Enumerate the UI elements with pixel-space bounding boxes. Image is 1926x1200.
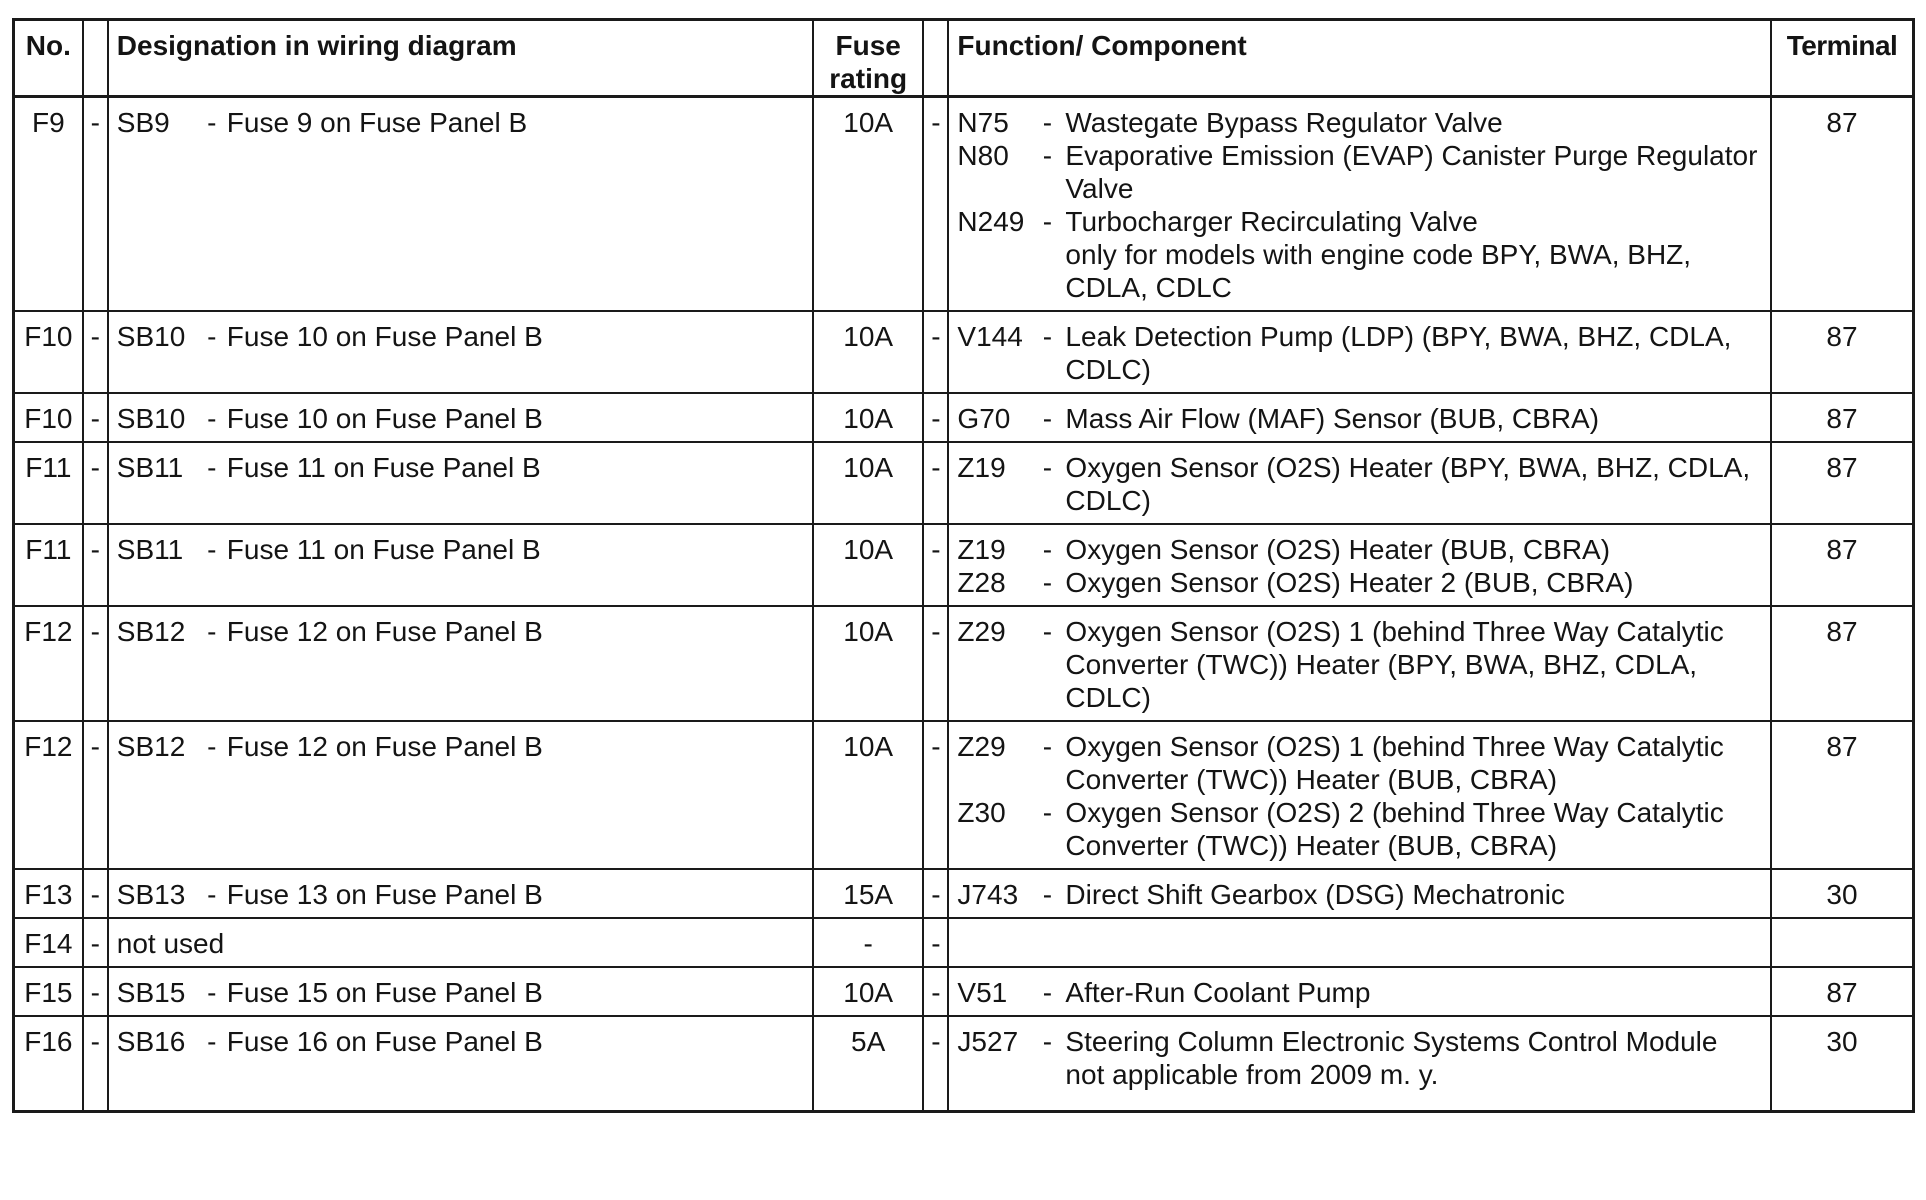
designation-line (117, 1025, 812, 1058)
designation-code: SB13 (116, 879, 186, 910)
separator-dash: - (923, 967, 948, 1016)
table-row (14, 918, 1914, 967)
component-note: only for models with engine code BPY, BWA, BHZ, CDLA, CDLC (1065, 239, 1692, 303)
designation-text: Fuse 11 on Fuse Panel B (226, 452, 541, 483)
designation-separator: - (207, 731, 217, 762)
designation-cell (108, 721, 813, 869)
fuse-table (12, 18, 1915, 1113)
designation-separator: - (207, 1026, 217, 1057)
component-line (957, 139, 1770, 205)
function-cell (948, 97, 1771, 312)
designation-separator: - (207, 616, 217, 647)
component-separator: - (1042, 567, 1053, 598)
designation-code: SB11 (116, 534, 184, 565)
header-spacer (923, 20, 948, 97)
component-separator: - (1042, 616, 1053, 647)
component-separator: - (1042, 452, 1053, 483)
function-cell (948, 393, 1771, 442)
designation-code: SB10 (116, 321, 186, 352)
component-separator: - (1042, 140, 1053, 171)
separator-dash: - (83, 869, 108, 918)
designation-text: Fuse 15 on Fuse Panel B (226, 977, 543, 1008)
designation-code: SB12 (116, 731, 186, 762)
component-separator: - (1042, 206, 1053, 237)
separator-dash: - (83, 442, 108, 524)
separator-dash: - (923, 869, 948, 918)
fuse-rating: 10A (813, 393, 923, 442)
terminal-number: 87 (1771, 524, 1913, 606)
component-line (957, 566, 1770, 599)
table-row (14, 311, 1914, 393)
table-row (14, 869, 1914, 918)
designation-line (117, 730, 812, 763)
separator-dash: - (83, 311, 108, 393)
designation-code: SB11 (116, 452, 184, 483)
component-code: N75 (957, 107, 1009, 138)
designation-code: SB9 (116, 107, 170, 138)
designation-cell (108, 311, 813, 393)
designation-cell (108, 918, 813, 967)
terminal-number: 30 (1771, 1016, 1913, 1111)
fuse-rating: 10A (813, 606, 923, 721)
header-rating-line1: Fuse (835, 30, 901, 61)
component-text: Oxygen Sensor (O2S) 1 (behind Three Way Catalytic Converter (TWC)) Heater (BUB, CBRA) (1065, 731, 1724, 795)
table-row (14, 393, 1914, 442)
component-code: N80 (957, 140, 1009, 171)
component-text: Evaporative Emission (EVAP) Canister Purge Regulator Valve (1065, 140, 1758, 204)
separator-dash: - (923, 97, 948, 312)
header-function: Function/ Component (948, 20, 1771, 97)
fuse-number: F12 (14, 721, 83, 869)
terminal-number: 87 (1771, 393, 1913, 442)
designation-cell (108, 1016, 813, 1111)
component-code: Z19 (957, 452, 1006, 483)
function-cell (948, 311, 1771, 393)
component-line (957, 796, 1770, 862)
separator-dash: - (923, 442, 948, 524)
designation-line (117, 106, 812, 139)
fuse-rating: 10A (813, 442, 923, 524)
component-text: Leak Detection Pump (LDP) (BPY, BWA, BHZ, CDLA, CDLC) (1065, 321, 1732, 385)
designation-code: SB16 (116, 1026, 186, 1057)
designation-line (117, 615, 812, 648)
terminal-number (1771, 918, 1913, 967)
designation-line (117, 320, 812, 353)
function-cell (948, 967, 1771, 1016)
separator-dash: - (83, 606, 108, 721)
designation-cell (108, 869, 813, 918)
designation-text: Fuse 10 on Fuse Panel B (226, 403, 543, 434)
header-designation: Designation in wiring diagram (108, 20, 813, 97)
component-code: V144 (957, 321, 1023, 352)
terminal-number: 87 (1771, 967, 1913, 1016)
component-text: Oxygen Sensor (O2S) Heater 2 (BUB, CBRA) (1065, 567, 1634, 598)
designation-cell (108, 442, 813, 524)
designation-cell (108, 606, 813, 721)
designation-text: Fuse 12 on Fuse Panel B (226, 731, 543, 762)
designation-cell (108, 967, 813, 1016)
component-separator: - (1042, 321, 1053, 352)
function-cell (948, 442, 1771, 524)
function-cell (948, 524, 1771, 606)
header-spacer (83, 20, 108, 97)
fuse-rating: 10A (813, 721, 923, 869)
function-cell (948, 918, 1771, 967)
designation-separator: - (207, 879, 217, 910)
designation-code: SB10 (116, 403, 186, 434)
designation-text: not used (116, 928, 225, 959)
component-separator: - (1042, 1026, 1053, 1057)
separator-dash: - (83, 918, 108, 967)
header-rating-line2: rating (829, 63, 908, 94)
component-line (957, 730, 1770, 796)
designation-separator: - (207, 321, 217, 352)
table-row (14, 721, 1914, 869)
terminal-number: 87 (1771, 606, 1913, 721)
separator-dash: - (83, 967, 108, 1016)
fuse-number: F12 (14, 606, 83, 721)
designation-separator: - (207, 977, 217, 1008)
table-row (14, 1016, 1914, 1111)
component-code: Z28 (957, 567, 1006, 598)
component-line (957, 976, 1770, 1009)
fuse-number: F10 (14, 393, 83, 442)
component-code: G70 (957, 403, 1011, 434)
component-text: Oxygen Sensor (O2S) 1 (behind Three Way Catalytic Converter (TWC)) Heater (BPY, BWA, BHZ, CDLA, CDLC) (1065, 616, 1724, 713)
table-header-row (14, 20, 1914, 97)
component-line (957, 878, 1770, 911)
component-separator: - (1042, 879, 1053, 910)
component-text: Oxygen Sensor (O2S) Heater (BUB, CBRA) (1065, 534, 1611, 565)
component-code: Z30 (957, 797, 1006, 828)
terminal-number: 87 (1771, 442, 1913, 524)
designation-text: Fuse 9 on Fuse Panel B (226, 107, 528, 138)
designation-separator: - (207, 107, 217, 138)
designation-line (117, 451, 812, 484)
designation-text: Fuse 12 on Fuse Panel B (226, 616, 543, 647)
component-code: V51 (957, 977, 1008, 1008)
fuse-number: F11 (14, 442, 83, 524)
component-line (957, 205, 1770, 238)
component-line (957, 533, 1770, 566)
fuse-number: F9 (14, 97, 83, 312)
table-body (14, 97, 1914, 1112)
fuse-rating: 5A (813, 1016, 923, 1111)
component-separator: - (1042, 731, 1053, 762)
separator-dash: - (923, 918, 948, 967)
designation-text: Fuse 16 on Fuse Panel B (226, 1026, 543, 1057)
separator-dash: - (923, 524, 948, 606)
designation-text: Fuse 10 on Fuse Panel B (226, 321, 543, 352)
component-line (957, 320, 1770, 386)
table-row (14, 442, 1914, 524)
designation-text: Fuse 11 on Fuse Panel B (226, 534, 541, 565)
fuse-rating: - (813, 918, 923, 967)
component-text: After-Run Coolant Pump (1065, 977, 1371, 1008)
component-text: Direct Shift Gearbox (DSG) Mechatronic (1065, 879, 1565, 910)
header-terminal: Terminal (1771, 20, 1913, 97)
component-line (957, 106, 1770, 139)
terminal-number: 87 (1771, 97, 1913, 312)
designation-line (117, 976, 812, 1009)
component-line (957, 451, 1770, 517)
component-code: J743 (957, 879, 1019, 910)
component-text: Turbocharger Recirculating Valve (1065, 206, 1478, 237)
designation-separator: - (207, 534, 217, 565)
designation-line (117, 533, 812, 566)
component-separator: - (1042, 403, 1053, 434)
fuse-rating: 10A (813, 524, 923, 606)
fuse-rating: 10A (813, 97, 923, 312)
separator-dash: - (923, 1016, 948, 1111)
function-cell (948, 1016, 1771, 1111)
component-separator: - (1042, 797, 1053, 828)
function-cell (948, 721, 1771, 869)
component-text: Oxygen Sensor (O2S) 2 (behind Three Way Catalytic Converter (TWC)) Heater (BUB, CBRA) (1065, 797, 1724, 861)
table-row (14, 606, 1914, 721)
designation-separator: - (207, 403, 217, 434)
fuse-number: F13 (14, 869, 83, 918)
separator-dash: - (83, 524, 108, 606)
separator-dash: - (83, 393, 108, 442)
component-note: not applicable from 2009 m. y. (1065, 1059, 1439, 1090)
component-text: Wastegate Bypass Regulator Valve (1065, 107, 1503, 138)
function-cell (948, 606, 1771, 721)
separator-dash: - (923, 393, 948, 442)
fuse-number: F15 (14, 967, 83, 1016)
terminal-number: 87 (1771, 311, 1913, 393)
separator-dash: - (923, 311, 948, 393)
function-cell (948, 869, 1771, 918)
component-code: J527 (957, 1026, 1019, 1057)
separator-dash: - (83, 721, 108, 869)
component-text: Steering Column Electronic Systems Control Module (1065, 1026, 1718, 1057)
component-line (957, 1025, 1770, 1058)
designation-line (117, 878, 812, 911)
component-separator: - (1042, 107, 1053, 138)
separator-dash: - (923, 721, 948, 869)
terminal-number: 87 (1771, 721, 1913, 869)
separator-dash: - (83, 97, 108, 312)
fuse-number: F16 (14, 1016, 83, 1111)
fuse-rating: 10A (813, 311, 923, 393)
designation-cell (108, 393, 813, 442)
table-row (14, 97, 1914, 312)
component-separator: - (1042, 977, 1053, 1008)
designation-separator: - (207, 452, 217, 483)
designation-cell (108, 524, 813, 606)
terminal-number: 30 (1771, 869, 1913, 918)
designation-cell (108, 97, 813, 312)
component-line (957, 402, 1770, 435)
component-text: Oxygen Sensor (O2S) Heater (BPY, BWA, BHZ, CDLA, CDLC) (1065, 452, 1751, 516)
table-row (14, 524, 1914, 606)
table-row (14, 967, 1914, 1016)
component-code: N249 (957, 206, 1025, 237)
component-code: Z19 (957, 534, 1006, 565)
designation-code: SB15 (116, 977, 186, 1008)
fuse-rating: 15A (813, 869, 923, 918)
component-code: Z29 (957, 731, 1006, 762)
component-separator: - (1042, 534, 1053, 565)
header-no: No. (14, 20, 83, 97)
fuse-number: F10 (14, 311, 83, 393)
header-fuse-rating (813, 20, 923, 97)
fuse-number: F14 (14, 918, 83, 967)
component-line (957, 615, 1770, 714)
designation-text: Fuse 13 on Fuse Panel B (226, 879, 543, 910)
designation-code: SB12 (116, 616, 186, 647)
fuse-rating: 10A (813, 967, 923, 1016)
separator-dash: - (923, 606, 948, 721)
component-text: Mass Air Flow (MAF) Sensor (BUB, CBRA) (1065, 403, 1600, 434)
component-code: Z29 (957, 616, 1006, 647)
designation-line (117, 402, 812, 435)
separator-dash: - (83, 1016, 108, 1111)
fuse-number: F11 (14, 524, 83, 606)
